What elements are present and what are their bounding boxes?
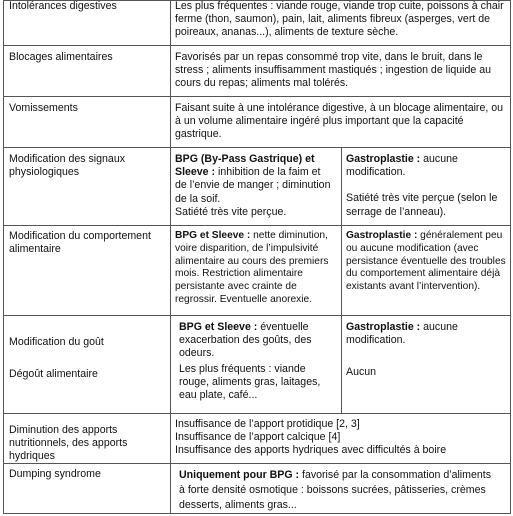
bpg-text: inhibition de la faim et de l’envie de manger ; diminution de la soif. <box>175 166 331 205</box>
bpg-heading: BPG (By-Pass Gastrique) et Sleeve : <box>175 153 315 179</box>
table <box>3 0 511 514</box>
bpg-text: nette diminution, voire disparition, de l’impulsivité alimentaire au cours des premiers mois. Restriction alimentaire persistante avec crainte de regrossir. Eventuelle anorexie. <box>175 230 329 305</box>
row-divider <box>3 513 511 514</box>
row-text <box>175 418 509 458</box>
row-divider <box>3 96 511 97</box>
gastroplastie-text-2: Aucun <box>346 366 377 379</box>
row-label: Dumping syndrome <box>9 468 101 480</box>
row-body: favorisé par la consommation d’aliments à forte densité osmotique : boissons sucrées, pâtisseries, crèmes desserts, aliments gras... <box>179 469 492 511</box>
row-divider <box>3 225 511 226</box>
row-divider <box>3 147 511 148</box>
row-label: Intolérances digestives <box>9 0 117 12</box>
col-divider <box>341 147 342 413</box>
row-label-2: Dégoût alimentaire <box>9 368 98 380</box>
row-label: Vomissements <box>9 102 78 114</box>
row-text: Les plus fréquentes : viande rouge, viande trop cuite, poissons à chair ferme (thon, saumon), pain, lait, aliments fibreux (asperges, vert de poireaux, ananas...), aliments de texture sèche. <box>175 0 504 39</box>
row-line: Insuffisance de l’apport calcique [4] <box>175 431 341 444</box>
row-label: Modification du comportement alimentaire <box>9 230 151 256</box>
row-label: Blocages alimentaires <box>9 51 113 63</box>
col-divider <box>510 0 511 514</box>
gastroplastie-heading: Gastroplastie : <box>346 321 421 333</box>
bpg-cell <box>179 321 337 402</box>
row-text <box>179 468 499 513</box>
col-divider <box>3 0 4 514</box>
row-text: Faisant suite à une intolérance digestive, à un blocage alimentaire, ou à un volume alimentaire ingéré plus important que la capacité gastrique. <box>175 102 504 141</box>
row-divider <box>3 315 511 316</box>
bpg-text-2: Satiété très vite perçue. <box>175 205 287 218</box>
gastroplastie-cell <box>346 230 506 294</box>
gastroplastie-cell <box>346 321 504 380</box>
row-divider <box>3 45 511 46</box>
bpg-cell <box>175 153 335 219</box>
gastroplastie-heading: Gastroplastie : <box>346 153 421 165</box>
gastroplastie-text-2: Satiété très vite perçue (selon le serrage de l’anneau). <box>346 192 498 218</box>
bpg-cell <box>175 230 337 307</box>
bpg-heading: BPG et Sleeve : <box>179 321 258 333</box>
row-heading: Uniquement pour BPG : <box>179 469 300 481</box>
bpg-text-2: Les plus fréquents : viande rouge, aliments gras, laitages, eau plate, café... <box>179 362 321 402</box>
gastroplastie-text: généralement peu ou aucune modification (avec persistance éventuelle des troubles du comportement alimentaire déjà existants avant l’intervention). <box>346 230 506 293</box>
gastroplastie-text: aucune modification. <box>346 153 458 179</box>
row-line: Insuffisance des apports hydriques avec difficultés à boire <box>175 444 447 457</box>
gastroplastie-cell <box>346 153 504 219</box>
row-label: Diminution des apports nutritionnels, des apports hydriques <box>9 424 128 463</box>
row-label: Modification du goût <box>9 336 104 348</box>
bpg-heading: BPG et Sleeve : <box>175 230 251 241</box>
gastroplastie-heading: Gastroplastie : <box>346 230 418 241</box>
row-divider <box>3 413 511 414</box>
gastroplastie-text: aucune modification. <box>346 321 458 347</box>
bpg-text: éventuelle exacerbation des goûts, des odeurs. <box>179 321 312 360</box>
row-label: Modification des signaux physiologiques <box>9 153 126 179</box>
row-line: Insuffisance de l’apport protidique [2, 3] <box>175 418 360 430</box>
row-text: Favorisés par un repas consommé trop vite, dans le bruit, dans le stress ; aliments insuffisamment mastiqués ; ingestion de liquide au cours du repas; aliments mal tolérés. <box>175 51 492 90</box>
